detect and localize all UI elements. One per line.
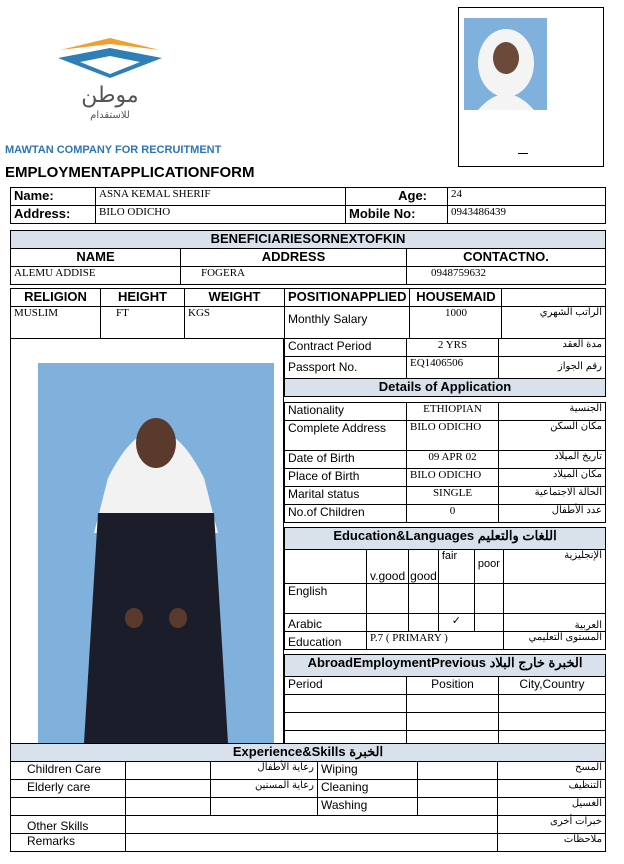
wiping-label: Wiping [318, 762, 418, 780]
abroad-period-header: Period [285, 677, 407, 695]
empty-cell [502, 289, 606, 307]
religion-header: RELIGION [11, 289, 101, 307]
abroad-row1-period [285, 695, 407, 713]
english-poor [474, 584, 503, 614]
remarks-label: Remarks [11, 834, 126, 852]
address-label: Address: [11, 206, 96, 224]
abroad-table [284, 654, 606, 749]
passport-value: EQ1406506 [407, 357, 499, 379]
height-value: FT [101, 307, 185, 339]
marital-label: Marital status [285, 487, 407, 505]
mobile-value: 0943486439 [448, 206, 606, 224]
mobile-label: Mobile No: [346, 206, 448, 224]
english-good [409, 584, 439, 614]
children-care-arabic: رعاية الأطفال [211, 762, 318, 780]
arabic-good [409, 614, 439, 632]
position-value: HOUSEMAID [410, 289, 502, 307]
cleaning-label: Cleaning [318, 780, 418, 798]
abroad-title-text: AbroadEmploymentPrevious [307, 655, 486, 670]
religion-value: MUSLIM [11, 307, 101, 339]
abroad-row1-city [499, 695, 606, 713]
arabic-label: Arabic [285, 614, 367, 632]
skills-title [11, 744, 606, 762]
blank-a [11, 798, 126, 816]
age-label: Age: [346, 188, 448, 206]
elderly-care-label: Elderly care [11, 780, 126, 798]
arabic-arabic: العربية [503, 614, 605, 632]
applicant-info-table [10, 187, 606, 224]
education-title [285, 528, 606, 550]
salary-label: Monthly Salary [285, 307, 410, 339]
level-fair: fair [438, 550, 474, 584]
arabic-vgood [367, 614, 409, 632]
logo-arabic-text: موطن [81, 83, 139, 108]
abroad-row2-position [407, 713, 499, 731]
address-value: BILO ODICHO [96, 206, 346, 224]
complete-address-label: Complete Address [285, 421, 407, 451]
abroad-row2-period [285, 713, 407, 731]
weight-value: KGS [185, 307, 285, 339]
english-label: English [285, 584, 367, 614]
beneficiary-contact-header: CONTACTNO. [407, 249, 606, 267]
pob-value: BILO ODICHO [407, 469, 499, 487]
height-header: HEIGHT [101, 289, 185, 307]
skills-title-text: Experience&Skills [232, 744, 346, 759]
beneficiary-name: ALEMU ADDISE [11, 267, 181, 285]
nationality-value: ETHIOPIAN [407, 403, 499, 421]
beneficiaries-title: BENEFICIARIESORNEXTOFKIN [11, 231, 606, 249]
elderly-care-value [126, 780, 211, 798]
children-arabic: عدد الأطفال [499, 505, 606, 523]
level-poor: poor [474, 550, 503, 584]
cleaning-value [418, 780, 498, 798]
remarks-arabic: ملاحظات [498, 834, 606, 852]
other-skills-label: Other Skills [11, 816, 126, 834]
details-table [284, 402, 606, 523]
complete-address-arabic: مكان السكن [499, 421, 606, 451]
education-title-text: Education&Languages [333, 528, 475, 543]
nationality-arabic: الجنسية [499, 403, 606, 421]
applicant-photo-full [38, 363, 274, 743]
cleaning-arabic: التنظيف [498, 780, 606, 798]
arabic-poor [474, 614, 503, 632]
beneficiary-contact: 0948759632 [407, 267, 606, 285]
education-title-arabic: اللغات والتعليم [477, 528, 557, 543]
washing-arabic: الغسيل [498, 798, 606, 816]
dob-value: 09 APR 02 [407, 451, 499, 469]
details-title: Details of Application [285, 379, 606, 397]
washing-label: Washing [318, 798, 418, 816]
marital-value: SINGLE [407, 487, 499, 505]
edu-blank [285, 550, 367, 584]
blank-b [126, 798, 211, 816]
divider [518, 153, 528, 154]
abroad-row2-city [499, 713, 606, 731]
logo-arabic-subtext: للاستقدام [90, 110, 130, 121]
nationality-label: Nationality [285, 403, 407, 421]
education-value: P.7 ( PRIMARY ) [367, 632, 504, 650]
beneficiaries-table [10, 230, 606, 285]
position-header: POSITIONAPPLIED [285, 289, 410, 307]
level-good: good [409, 550, 439, 584]
marital-arabic: الحالة الاجتماعية [499, 487, 606, 505]
children-care-label: Children Care [11, 762, 126, 780]
pob-arabic: مكان الميلاد [499, 469, 606, 487]
english-arabic: الإنجليزية [503, 550, 605, 584]
abroad-title-arabic: الخبرة خارج البلاد [489, 655, 583, 670]
beneficiary-address-header: ADDRESS [181, 249, 407, 267]
washing-value [418, 798, 498, 816]
skills-table [10, 743, 606, 852]
portrait-image [464, 18, 547, 110]
complete-address-value: BILO ODICHO [407, 421, 499, 451]
english-fair [438, 584, 474, 614]
form-title: EMPLOYMENTAPPLICATIONFORM [5, 164, 255, 181]
level-vgood: v.good [367, 550, 409, 584]
company-name: MAWTAN COMPANY FOR RECRUITMENT [5, 144, 222, 156]
education-arabic: المستوى التعليمي [503, 632, 605, 650]
skills-title-arabic: الخبرة [349, 744, 384, 759]
english-vgood [367, 584, 409, 614]
english-blank [503, 584, 605, 614]
passport-label: Passport No. [285, 357, 407, 379]
salary-value: 1000 [410, 307, 502, 339]
children-label: No.of Children [285, 505, 407, 523]
period-label: Contract Period [285, 339, 407, 357]
other-skills-arabic: خبرات أخرى [498, 816, 606, 834]
beneficiary-name-header: NAME [11, 249, 181, 267]
education-label: Education [285, 632, 367, 650]
age-value: 24 [448, 188, 606, 206]
abroad-position-header: Position [407, 677, 499, 695]
passport-arabic: رقم الجواز [499, 357, 606, 379]
applicant-photo-small [458, 7, 604, 167]
wiping-value [418, 762, 498, 780]
contract-table [284, 338, 606, 397]
beneficiary-address: FOGERA [181, 267, 407, 285]
abroad-row1-position [407, 695, 499, 713]
period-value: 2 YRS [407, 339, 499, 357]
abroad-city-header: City,Country [499, 677, 606, 695]
abroad-title [285, 655, 606, 677]
name-value: ASNA KEMAL SHERIF [96, 188, 346, 206]
weight-header: WEIGHT [185, 289, 285, 307]
children-care-value [126, 762, 211, 780]
elderly-care-arabic: رعاية المسنين [211, 780, 318, 798]
pob-label: Place of Birth [285, 469, 407, 487]
children-value: 0 [407, 505, 499, 523]
name-label: Name: [11, 188, 96, 206]
wiping-arabic: المسح [498, 762, 606, 780]
education-table [284, 527, 606, 650]
salary-arabic: الراتب الشهري [502, 307, 606, 339]
dob-label: Date of Birth [285, 451, 407, 469]
other-skills-value [126, 816, 498, 834]
blank-c [211, 798, 318, 816]
dob-arabic: تاريخ الميلاد [499, 451, 606, 469]
period-arabic: مدة العقد [499, 339, 606, 357]
remarks-value [126, 834, 498, 852]
physical-table [10, 288, 606, 339]
company-logo [50, 30, 170, 125]
arabic-fair-check: ✓ [438, 614, 474, 632]
